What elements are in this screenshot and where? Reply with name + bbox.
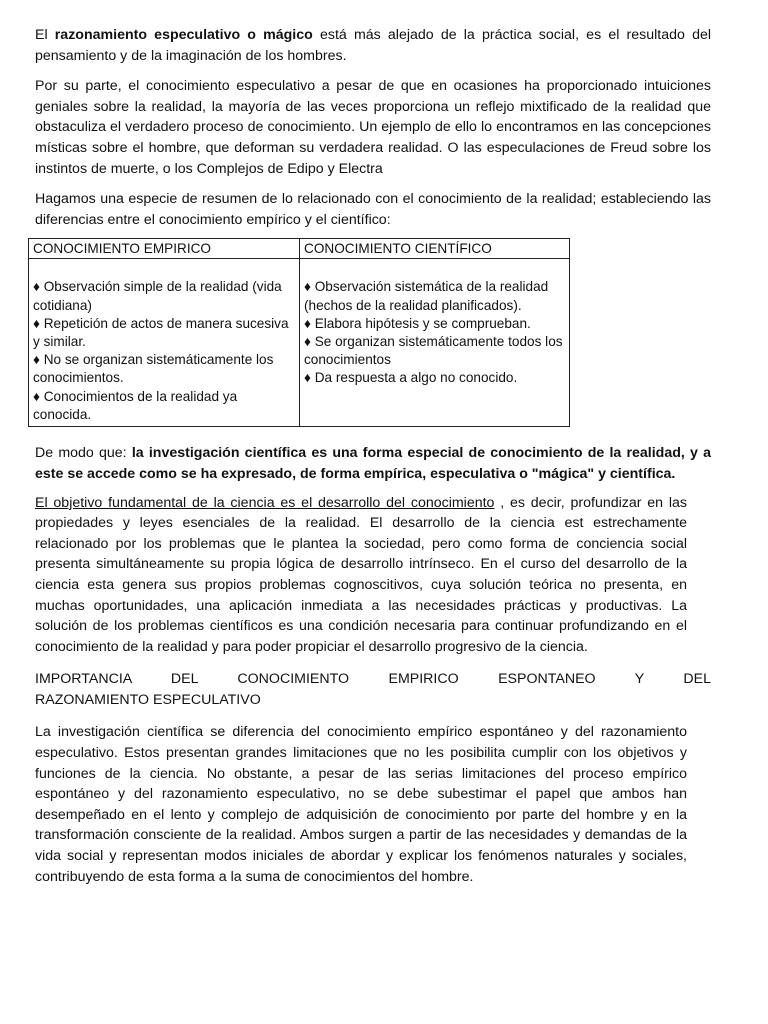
conclusion-paragraph (35, 443, 711, 484)
header-cientifico: CONOCIMIENTO CIENTÍFICO (300, 239, 570, 259)
conclusion-text-start: De modo que: (35, 445, 132, 462)
science-objective-paragraph (35, 493, 687, 658)
speculative-paragraph: Por su parte, el conocimiento especulativo a pesar de que en ocasiones ha proporcionado intuiciones geniales sobre la realidad, la mayoría de las veces proporciona un reflejo mixtificado de la realidad que obstaculiza el verdadero proceso de conocimiento. Un ejemplo de ello lo encontramos en las concepciones místicas sobre el hombre, que deforman su verdadera realidad. O las especulaciones de Freud sobre los instintos de muerte, o los Complejos de Edipo y Electra (35, 78, 711, 177)
intro-text-end: está más alejado de la práctica social, es el resultado del pensamiento y de la imaginación de los hombres. (35, 27, 711, 64)
intro-bold-term: razonamiento especulativo o mágico (54, 27, 313, 43)
section-heading-line1: IMPORTANCIA DEL CONOCIMIENTO EMPIRICO ESPONTANEO Y DEL (35, 671, 711, 688)
intro-paragraph (35, 25, 711, 66)
comparison-table (28, 238, 570, 427)
section-heading-line2: RAZONAMIENTO ESPECULATIVO (35, 691, 261, 708)
document-page (35, 25, 711, 887)
empirico-item: ♦ Conocimientos de la realidad ya conocida. (33, 388, 238, 422)
cientifico-item: ♦ Observación sistemática de la realidad (hechos de la realidad planificados). (304, 279, 549, 313)
summary-intro-paragraph: Hagamos una especie de resumen de lo relacionado con el conocimiento de la realidad; estableciendo las diferencias entre el conocimiento empírico y el científico: (35, 191, 711, 228)
table-body-row (29, 259, 570, 427)
importance-paragraph: La investigación científica se diferencia del conocimiento empírico espontáneo y del razonamiento especulativo. Estos presentan grandes limitaciones que no les posibilita cumplir con los objetivos y funciones de la ciencia. No obstante, a pesar de las serias limitaciones del proceso empírico espontáneo y del razonamiento especulativo, no se debe subestimar el papel que ambos han desempeñado en el lento y complejo de adquisición de conocimiento por parte del hombre y en la transformación consciente de la realidad. Ambos surgen a partir de las necesidades y demandas de la vida social y representan modos iniciales de abordar y explicar los fenómenos naturales y sociales, contribuyendo de esta forma a la suma de conocimientos del hombre. (35, 724, 687, 885)
intro-text-start: El (35, 27, 55, 43)
table-header-row (29, 239, 570, 259)
empirico-item: ♦ Observación simple de la realidad (vida cotidiana) (33, 279, 282, 313)
cientifico-cell (300, 259, 570, 427)
underlined-thesis: El objetivo fundamental de la ciencia es el desarrollo del conocimiento (35, 494, 495, 511)
conclusion-bold-text: la investigación científica es una forma especial de conocimiento de la realidad, y a este se accede como se ha expresado, de forma empírica, especulativa o "mágica" y científica. (35, 445, 711, 482)
header-empirico: CONOCIMIENTO EMPIRICO (29, 239, 300, 259)
empirico-item: ♦ No se organizan sistemáticamente los conocimientos. (33, 352, 274, 386)
cientifico-item: ♦ Da respuesta a algo no conocido. (304, 370, 518, 386)
cientifico-item: ♦ Elabora hipótesis y se comprueban. (304, 315, 531, 331)
empirico-item: ♦ Repetición de actos de manera sucesiva y similar. (33, 315, 289, 349)
science-objective-text: , es decir, profundizar en las propiedades y leyes esenciales de la realidad. El desarrollo de la ciencia est estrechamente relacionado por los problemas que le plantea la sociedad, pero como forma de conciencia social presenta simultáneamente su propia lógica de desarrollo intrínseco. En el curso del desarrollo de la ciencia esta genera sus propios problemas cognoscitivos, cuya solución teórica no presenta, en muchas oportunidades, una aplicación inmediata a las necesidades prácticas y productivas. La solución de los problemas científicos es una condición necesaria para continuar profundizando en el conocimiento de la realidad y para poder propiciar el desarrollo progresivo de la ciencia. (35, 494, 687, 655)
empirico-cell (29, 259, 300, 427)
cientifico-item: ♦ Se organizan sistemáticamente todos los conocimientos (304, 333, 563, 368)
